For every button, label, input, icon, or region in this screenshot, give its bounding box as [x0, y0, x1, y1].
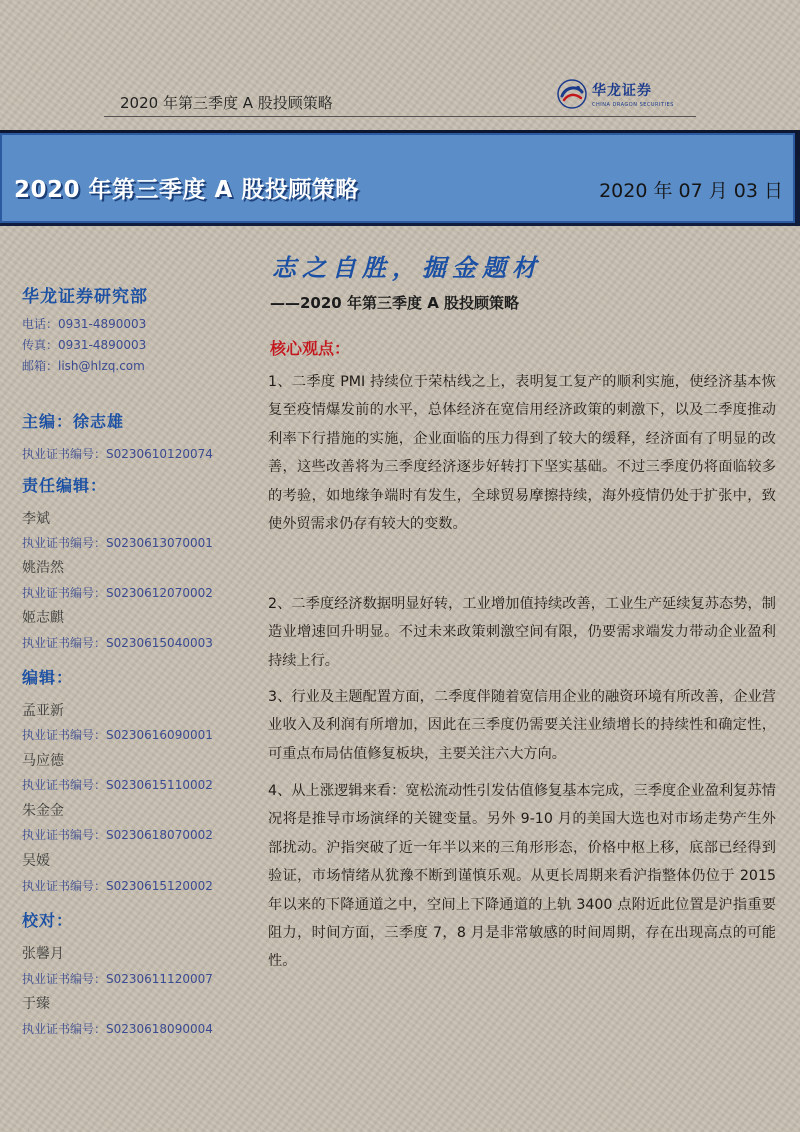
fax: 传真：0931-4890003: [22, 338, 147, 352]
editor-cert: 执业证书编号：S0230615040003: [22, 636, 213, 650]
proofreader-name: 于臻: [22, 996, 50, 1012]
core-point-2: 2、二季度经济数据明显好转，工业增加值持续改善，工业生产延续复苏态势，制造业增速回升明显。不过未来政策刺激空间有限，仍要需求端发力带动企业盈利持续上行。: [268, 596, 776, 669]
brand-logo: [556, 78, 674, 110]
proofreader-name: 张馨月: [22, 946, 64, 962]
phone: 电话：0931-4890003: [22, 317, 147, 331]
contact-block: [22, 314, 146, 377]
editor-name: 李斌: [22, 511, 50, 527]
responsible-editors-label: 责任编辑：: [22, 476, 108, 495]
editor-cert: 执业证书编号：S0230612070002: [22, 586, 213, 600]
department-name: 华龙证券研究部: [22, 287, 148, 307]
edit-person-cert: 执业证书编号：S0230616090001: [22, 728, 213, 742]
core-point-3: 3、行业及主题配置方面，二季度伴随着宽信用企业的融资环境有所改善，企业营业收入及利润有所增加，因此在三季度仍需要关注业绩增长的持续性和确定性，可重点布局估值修复板块，主要关注六大方向。: [268, 689, 776, 762]
title-banner: [0, 130, 800, 226]
edit-person-name: 吴媛: [22, 853, 50, 869]
edit-person-cert: 执业证书编号：S0230615110002: [22, 778, 213, 792]
banner-title: 2020 年第三季度 A 股投顾策略: [14, 177, 359, 203]
editor-name: 姚浩然: [22, 560, 64, 576]
header-divider: [104, 116, 696, 117]
logo-english: CHINA DRAGON SECURITIES: [592, 102, 674, 108]
edit-person-name: 朱金金: [22, 803, 64, 819]
banner-date: 2020 年 07 月 03 日: [599, 180, 783, 202]
proofreader-cert: 执业证书编号：S0230618090004: [22, 1022, 213, 1036]
edit-person-cert: 执业证书编号：S0230618070002: [22, 828, 213, 842]
core-point-4: 4、从上涨逻辑来看：宽松流动性引发估值修复基本完成，三季度企业盈利复苏情况将是推导市场演绎的关键变量。另外 9-10 月的美国大选也对市场走势产生外部扰动。沪指突破了近一年半以来的三角形形态，价格中枢上移，底部已经得到验证，市场情绪从犹豫不断到谨慎乐观。从更长周期来看沪指整体仍位于 2015 年以来的下降通道之中，空间上下降通道的上轨 3400 点附近此位置是沪指重要阻力，时间方面，三季度 7，8 月是非常敏感的时间周期，存在出现高点的可能性。: [268, 783, 776, 970]
email: 邮箱：lish@hlzq.com: [22, 359, 145, 373]
edit-person-cert: 执业证书编号：S0230615120002: [22, 879, 213, 893]
chief-editor-label: 主编：徐志雄: [22, 412, 125, 431]
motto-heading: 志之自胜，掘金题材: [272, 253, 542, 282]
chief-editor-cert: 执业证书编号：S0230610120074: [22, 447, 213, 461]
header-title: 2020 年第三季度 A 股投顾策略: [120, 94, 333, 112]
editors-label: 编辑：: [22, 668, 74, 687]
editor-cert: 执业证书编号：S0230613070001: [22, 536, 213, 550]
core-point-1: 1、二季度 PMI 持续位于荣枯线之上，表明复工复产的顺利实施，使经济基本恢复至疫情爆发前的水平，总体经济在宽信用经济政策的刺激下，以及二季度推动利率下行措施的实施，企业面临的压力得到了较大的缓释，经济面有了明显的改善，这些改善将为三季度经济逐步好转打下坚实基础。不过三季度仍将面临较多的考验，如地缘争端时有发生，全球贸易摩擦持续，海外疫情仍处于扩张中，致使外贸需求仍存有较大的变数。: [268, 374, 776, 533]
edit-person-name: 马应德: [22, 753, 64, 769]
edit-person-name: 孟亚新: [22, 703, 64, 719]
proofreaders-label: 校对：: [22, 911, 74, 930]
logo-name: 华龙证券: [592, 83, 652, 99]
core-views-label: 核心观点：: [270, 339, 351, 358]
dragon-logo-icon: [556, 78, 588, 110]
report-subtitle: ——2020 年第三季度 A 股投顾策略: [270, 294, 520, 312]
editor-name: 姬志麒: [22, 610, 64, 626]
proofreader-cert: 执业证书编号：S0230611120007: [22, 972, 213, 986]
